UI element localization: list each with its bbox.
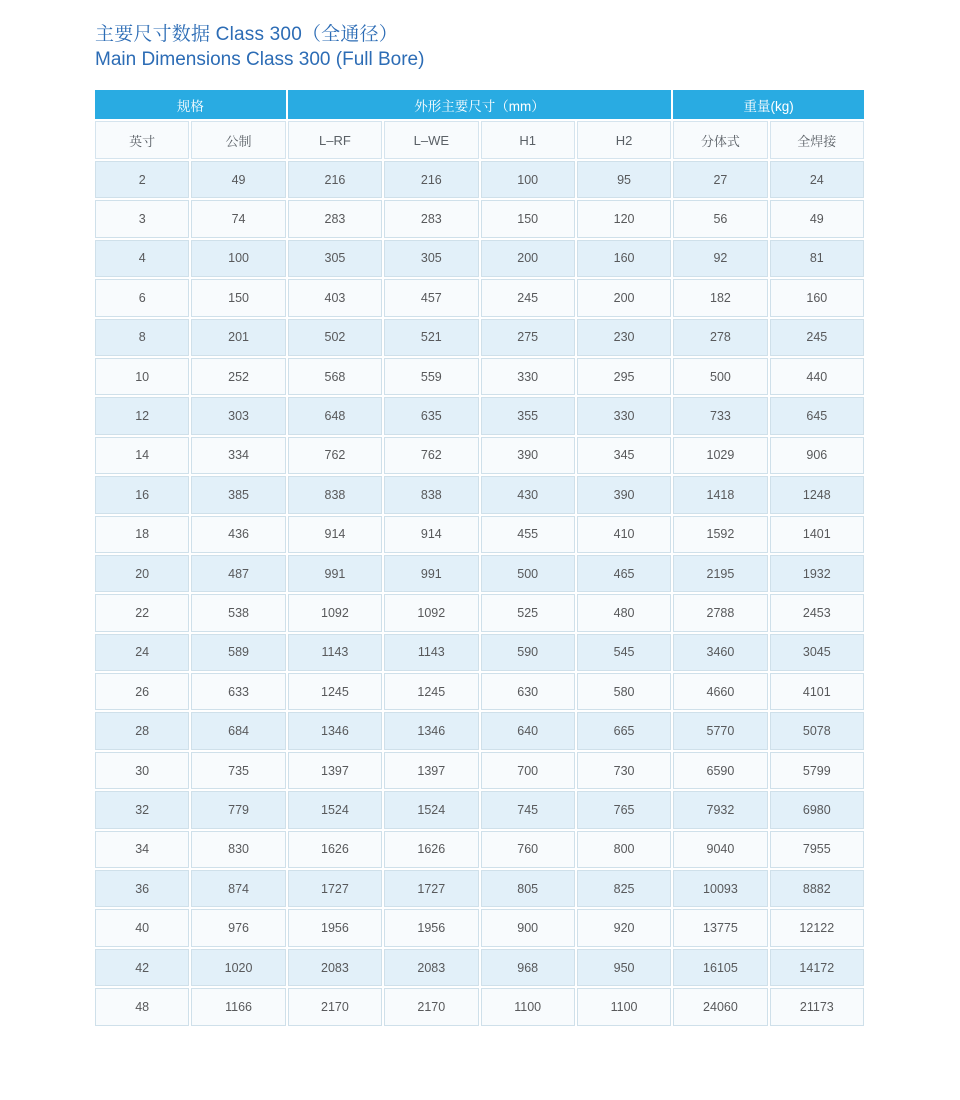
table-cell: 906 <box>770 437 864 474</box>
table-cell: 1346 <box>288 712 382 749</box>
table-cell: 500 <box>481 555 575 592</box>
table-row <box>95 437 864 474</box>
table-cell: 914 <box>288 516 382 553</box>
table-cell: 1727 <box>288 870 382 907</box>
table-cell: 684 <box>191 712 285 749</box>
table-cell: 1100 <box>481 988 575 1025</box>
table-cell: 390 <box>577 476 671 513</box>
table-cell: 1626 <box>288 831 382 868</box>
table-cell: 334 <box>191 437 285 474</box>
table-cell: 283 <box>288 200 382 237</box>
table-row <box>95 555 864 592</box>
table-cell: 252 <box>191 358 285 395</box>
table-cell: 49 <box>770 200 864 237</box>
table-cell: 24060 <box>673 988 767 1025</box>
table-cell: 1524 <box>384 791 478 828</box>
table-cell: 9040 <box>673 831 767 868</box>
table-cell: 1956 <box>288 909 382 946</box>
dimensions-table-body <box>95 161 864 1026</box>
table-cell: 27 <box>673 161 767 198</box>
table-cell: 633 <box>191 673 285 710</box>
table-cell: 991 <box>288 555 382 592</box>
table-cell: 245 <box>770 319 864 356</box>
table-cell: 589 <box>191 634 285 671</box>
dimensions-table <box>93 88 866 1028</box>
table-cell: 1029 <box>673 437 767 474</box>
table-cell: 1727 <box>384 870 478 907</box>
table-cell: 436 <box>191 516 285 553</box>
table-cell: 760 <box>481 831 575 868</box>
table-cell: 14172 <box>770 949 864 986</box>
table-cell: 18 <box>95 516 189 553</box>
table-cell: 3045 <box>770 634 864 671</box>
table-cell: 2453 <box>770 594 864 631</box>
table-cell: 16105 <box>673 949 767 986</box>
table-row <box>95 988 864 1025</box>
table-cell: 521 <box>384 319 478 356</box>
table-cell: 403 <box>288 279 382 316</box>
table-cell: 5799 <box>770 752 864 789</box>
table-cell: 1401 <box>770 516 864 553</box>
table-cell: 345 <box>577 437 671 474</box>
table-cell: 303 <box>191 397 285 434</box>
column-header-cell: L–WE <box>384 121 478 159</box>
table-cell: 568 <box>288 358 382 395</box>
table-cell: 838 <box>288 476 382 513</box>
table-cell: 10 <box>95 358 189 395</box>
group-header-cell: 外形主要尺寸（mm） <box>288 90 672 119</box>
table-cell: 13775 <box>673 909 767 946</box>
table-cell: 30 <box>95 752 189 789</box>
table-cell: 216 <box>384 161 478 198</box>
table-cell: 700 <box>481 752 575 789</box>
table-cell: 1397 <box>384 752 478 789</box>
table-cell: 950 <box>577 949 671 986</box>
table-cell: 1524 <box>288 791 382 828</box>
table-cell: 5078 <box>770 712 864 749</box>
table-row <box>95 712 864 749</box>
table-cell: 28 <box>95 712 189 749</box>
table-cell: 838 <box>384 476 478 513</box>
table-cell: 487 <box>191 555 285 592</box>
table-cell: 635 <box>384 397 478 434</box>
table-cell: 10093 <box>673 870 767 907</box>
table-cell: 100 <box>481 161 575 198</box>
table-cell: 1166 <box>191 988 285 1025</box>
table-row <box>95 673 864 710</box>
table-cell: 4 <box>95 240 189 277</box>
table-cell: 920 <box>577 909 671 946</box>
table-cell: 12122 <box>770 909 864 946</box>
table-row <box>95 240 864 277</box>
table-cell: 245 <box>481 279 575 316</box>
table-cell: 762 <box>288 437 382 474</box>
table-cell: 216 <box>288 161 382 198</box>
table-cell: 1248 <box>770 476 864 513</box>
table-cell: 2170 <box>288 988 382 1025</box>
table-cell: 305 <box>288 240 382 277</box>
table-cell: 805 <box>481 870 575 907</box>
table-cell: 8882 <box>770 870 864 907</box>
table-cell: 968 <box>481 949 575 986</box>
table-cell: 150 <box>481 200 575 237</box>
table-cell: 1092 <box>384 594 478 631</box>
table-cell: 8 <box>95 319 189 356</box>
table-cell: 733 <box>673 397 767 434</box>
table-cell: 1092 <box>288 594 382 631</box>
page-title-en: Main Dimensions Class 300 (Full Bore) <box>95 49 425 70</box>
table-cell: 32 <box>95 791 189 828</box>
table-cell: 830 <box>191 831 285 868</box>
table-row <box>95 831 864 868</box>
table-cell: 2083 <box>384 949 478 986</box>
group-header-cell: 重量(kg) <box>673 90 864 119</box>
table-cell: 2 <box>95 161 189 198</box>
table-cell: 355 <box>481 397 575 434</box>
table-cell: 590 <box>481 634 575 671</box>
table-cell: 21173 <box>770 988 864 1025</box>
table-cell: 6590 <box>673 752 767 789</box>
table-cell: 779 <box>191 791 285 828</box>
table-cell: 991 <box>384 555 478 592</box>
column-header-cell: L–RF <box>288 121 382 159</box>
table-cell: 92 <box>673 240 767 277</box>
table-cell: 1346 <box>384 712 478 749</box>
table-cell: 735 <box>191 752 285 789</box>
column-header-cell: H2 <box>577 121 671 159</box>
table-cell: 645 <box>770 397 864 434</box>
table-cell: 100 <box>191 240 285 277</box>
table-cell: 580 <box>577 673 671 710</box>
dimensions-table-head <box>95 90 864 159</box>
table-cell: 6 <box>95 279 189 316</box>
table-cell: 914 <box>384 516 478 553</box>
table-cell: 295 <box>577 358 671 395</box>
table-cell: 2788 <box>673 594 767 631</box>
table-cell: 1626 <box>384 831 478 868</box>
column-header-cell: 英寸 <box>95 121 189 159</box>
table-cell: 665 <box>577 712 671 749</box>
table-cell: 765 <box>577 791 671 828</box>
table-cell: 201 <box>191 319 285 356</box>
table-cell: 640 <box>481 712 575 749</box>
table-cell: 1418 <box>673 476 767 513</box>
table-row <box>95 516 864 553</box>
table-cell: 465 <box>577 555 671 592</box>
table-cell: 7955 <box>770 831 864 868</box>
table-cell: 2083 <box>288 949 382 986</box>
table-cell: 4101 <box>770 673 864 710</box>
table-cell: 1100 <box>577 988 671 1025</box>
table-row <box>95 358 864 395</box>
table-cell: 330 <box>481 358 575 395</box>
table-cell: 26 <box>95 673 189 710</box>
table-cell: 182 <box>673 279 767 316</box>
group-header-cell: 规格 <box>95 90 286 119</box>
table-cell: 1397 <box>288 752 382 789</box>
table-row <box>95 594 864 631</box>
column-header-cell: 公制 <box>191 121 285 159</box>
table-cell: 745 <box>481 791 575 828</box>
table-cell: 22 <box>95 594 189 631</box>
table-cell: 430 <box>481 476 575 513</box>
table-row <box>95 752 864 789</box>
table-cell: 1143 <box>384 634 478 671</box>
table-cell: 1143 <box>288 634 382 671</box>
table-cell: 385 <box>191 476 285 513</box>
table-cell: 36 <box>95 870 189 907</box>
table-cell: 34 <box>95 831 189 868</box>
table-cell: 160 <box>770 279 864 316</box>
table-cell: 275 <box>481 319 575 356</box>
table-cell: 545 <box>577 634 671 671</box>
table-cell: 762 <box>384 437 478 474</box>
table-row <box>95 634 864 671</box>
table-cell: 480 <box>577 594 671 631</box>
table-cell: 4660 <box>673 673 767 710</box>
table-cell: 150 <box>191 279 285 316</box>
table-row <box>95 161 864 198</box>
table-cell: 305 <box>384 240 478 277</box>
table-row <box>95 791 864 828</box>
table-cell: 874 <box>191 870 285 907</box>
table-cell: 825 <box>577 870 671 907</box>
table-cell: 24 <box>770 161 864 198</box>
table-cell: 502 <box>288 319 382 356</box>
table-cell: 81 <box>770 240 864 277</box>
table-cell: 648 <box>288 397 382 434</box>
table-cell: 120 <box>577 200 671 237</box>
table-cell: 3 <box>95 200 189 237</box>
table-cell: 74 <box>191 200 285 237</box>
table-cell: 3460 <box>673 634 767 671</box>
table-row <box>95 279 864 316</box>
table-cell: 1956 <box>384 909 478 946</box>
table-cell: 49 <box>191 161 285 198</box>
column-header-cell: 分体式 <box>673 121 767 159</box>
group-header-row <box>95 90 864 119</box>
table-row <box>95 949 864 986</box>
table-cell: 538 <box>191 594 285 631</box>
table-cell: 200 <box>577 279 671 316</box>
table-cell: 160 <box>577 240 671 277</box>
table-cell: 1932 <box>770 555 864 592</box>
page-title-zh: 主要尺寸数据 Class 300（全通径） <box>95 24 398 45</box>
table-cell: 1245 <box>384 673 478 710</box>
table-cell: 278 <box>673 319 767 356</box>
table-cell: 457 <box>384 279 478 316</box>
table-cell: 730 <box>577 752 671 789</box>
table-cell: 440 <box>770 358 864 395</box>
table-cell: 1592 <box>673 516 767 553</box>
table-cell: 7932 <box>673 791 767 828</box>
table-row <box>95 909 864 946</box>
column-header-cell: 全焊接 <box>770 121 864 159</box>
table-cell: 56 <box>673 200 767 237</box>
table-cell: 6980 <box>770 791 864 828</box>
table-cell: 16 <box>95 476 189 513</box>
table-cell: 20 <box>95 555 189 592</box>
table-cell: 800 <box>577 831 671 868</box>
column-header-cell: H1 <box>481 121 575 159</box>
table-cell: 2170 <box>384 988 478 1025</box>
table-cell: 95 <box>577 161 671 198</box>
table-cell: 455 <box>481 516 575 553</box>
table-row <box>95 476 864 513</box>
table-cell: 2195 <box>673 555 767 592</box>
table-cell: 5770 <box>673 712 767 749</box>
column-header-row <box>95 121 864 159</box>
table-cell: 230 <box>577 319 671 356</box>
table-cell: 410 <box>577 516 671 553</box>
table-cell: 12 <box>95 397 189 434</box>
table-row <box>95 397 864 434</box>
table-cell: 24 <box>95 634 189 671</box>
table-row <box>95 319 864 356</box>
table-cell: 525 <box>481 594 575 631</box>
table-cell: 40 <box>95 909 189 946</box>
table-cell: 976 <box>191 909 285 946</box>
table-cell: 283 <box>384 200 478 237</box>
table-cell: 390 <box>481 437 575 474</box>
table-cell: 630 <box>481 673 575 710</box>
table-cell: 200 <box>481 240 575 277</box>
table-cell: 559 <box>384 358 478 395</box>
table-cell: 14 <box>95 437 189 474</box>
table-cell: 48 <box>95 988 189 1025</box>
table-row <box>95 200 864 237</box>
page-title-block <box>95 22 424 72</box>
table-cell: 1020 <box>191 949 285 986</box>
table-row <box>95 870 864 907</box>
table-cell: 330 <box>577 397 671 434</box>
table-cell: 1245 <box>288 673 382 710</box>
table-cell: 500 <box>673 358 767 395</box>
table-cell: 42 <box>95 949 189 986</box>
table-cell: 900 <box>481 909 575 946</box>
